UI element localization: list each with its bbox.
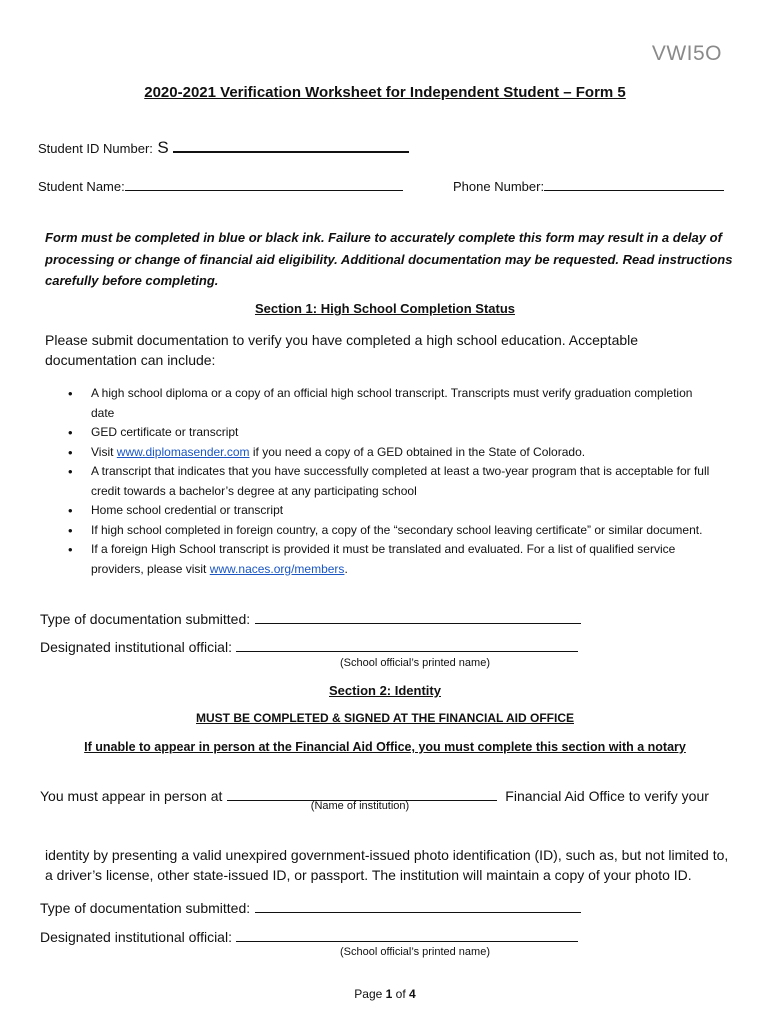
form-code: VWI5O [651,42,722,65]
identity-text: identity by presenting a valid unexpired government-issued photo identification (ID), such as, but not limited to, a driver’s license, other state-issued ID, or passport. The institution will maintain a copy of your photo ID. [45,847,729,883]
s2-official-row [40,927,578,947]
list-item: • A transcript that indicates that you have successfully completed at least a two-year program that is acceptable for full credit towards a bachelor’s degree at any participating school [68,462,718,501]
s1-doc-type-label: Type of documentation submitted: [40,611,251,627]
diplomasender-link[interactable]: www.diplomasender.com [116,444,250,459]
student-name-row [38,176,403,196]
acceptable-docs-list [68,384,718,579]
s1-doc-type-field[interactable] [255,609,581,624]
s2-doc-type-field[interactable] [255,898,581,913]
student-id-label: Student ID Number: [38,141,153,156]
page-number: Page 1 of 4 [354,987,416,1001]
phone-row [453,176,724,196]
s2-doc-type-label: Type of documentation submitted: [40,900,251,916]
section2-heading: Section 2: Identity [329,683,441,698]
s1-official-field[interactable] [236,637,578,652]
student-name-field[interactable] [125,176,403,191]
list-item: • Visit www.diplomasender.com if you need a copy of a GED obtained in the State of Colorado. [68,443,718,463]
s2-official-note: (School official’s printed name) [339,946,490,958]
list-item: • A high school diploma or a copy of an official high school transcript. Transcripts must verify graduation completion date [68,384,718,423]
naces-link[interactable]: www.naces.org/members [209,561,345,576]
list-item: • If high school completed in foreign country, a copy of the “secondary school leaving certificate” or similar document. [68,521,718,541]
appear-label: You must appear in person at [40,788,223,804]
phone-field[interactable] [544,176,724,191]
phone-label: Phone Number: [453,179,545,194]
student-id-prefix: S [157,138,169,157]
student-id-field[interactable] [173,137,409,153]
student-name-label: Student Name: [38,179,125,194]
appear-suffix: Financial Aid Office to verify your [505,788,709,804]
section1-heading: Section 1: High School Completion Status [254,301,515,316]
s1-official-label: Designated institutional official: [40,639,232,655]
page-title: 2020-2021 Verification Worksheet for Independent Student – Form 5 [144,84,626,101]
list-item: • Home school credential or transcript [68,501,718,521]
institution-note: (Name of institution) [310,800,410,812]
student-id-row [38,137,409,158]
s2-doc-type-row [40,898,581,918]
financial-aid-office-notice: MUST BE COMPLETED & SIGNED AT THE FINANCIAL AID OFFICE [196,711,574,725]
institution-field[interactable] [227,786,497,801]
s2-official-field[interactable] [236,927,578,942]
s1-official-row [40,637,578,657]
s1-doc-type-row [40,609,581,629]
notary-notice: If unable to appear in person at the Financial Aid Office, you must complete this section with a notary [84,740,686,754]
list-item: • If a foreign High School transcript is provided it must be translated and evaluated. For a list of qualified service providers, please visit www.naces.org/members. [68,540,718,579]
list-item: • GED certificate or transcript [68,423,718,443]
section1-intro: Please submit documentation to verify you have completed a high school education. Acceptable documentation can include: [45,332,639,368]
ink-warning: Form must be completed in blue or black ink. Failure to accurately complete this form may result in a delay of processing or change of financial aid eligibility. Additional documentation may be requested. Read instructions carefully before completing. [45,230,733,288]
s2-official-label: Designated institutional official: [40,929,232,945]
s1-official-note: (School official’s printed name) [339,657,490,669]
